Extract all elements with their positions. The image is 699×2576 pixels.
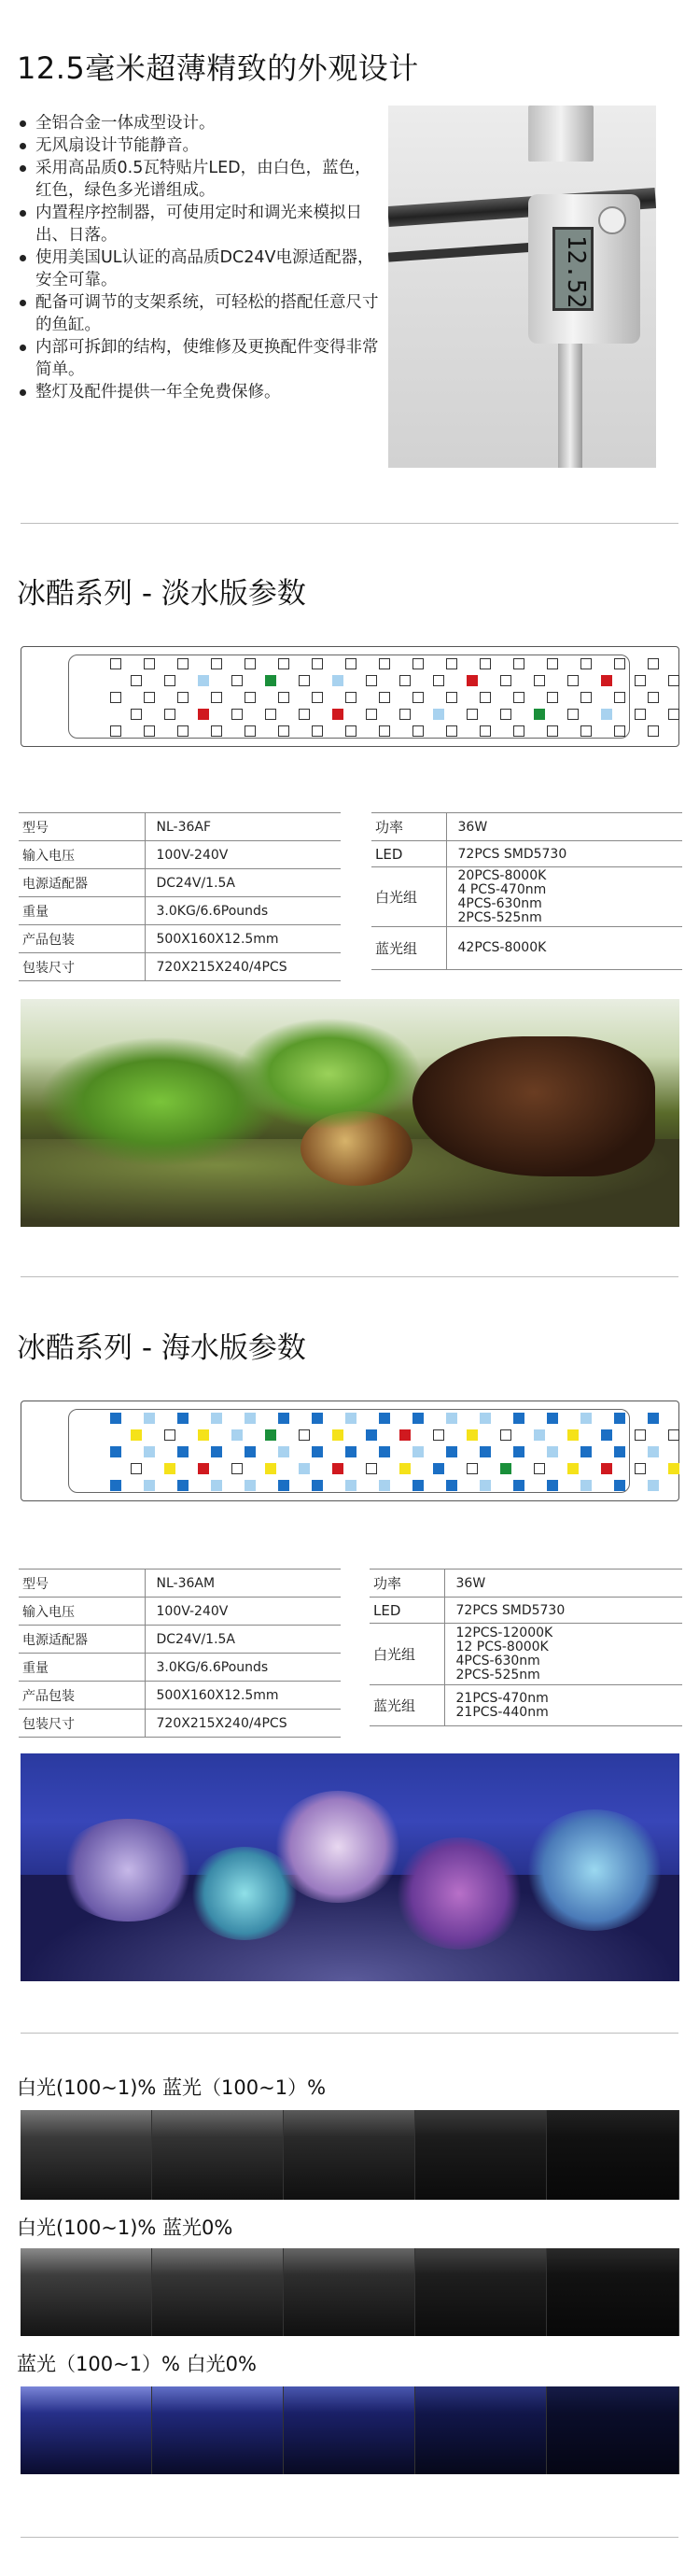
led-chip — [177, 1446, 189, 1457]
dim-panel — [284, 2110, 415, 2200]
led-chip — [399, 1463, 411, 1474]
spec-value: 100V-240V — [145, 1598, 341, 1626]
spec-value: 720X215X240/4PCS — [145, 1710, 341, 1738]
led-chip — [547, 692, 558, 703]
led-chip — [635, 1463, 646, 1474]
led-chip — [433, 1463, 444, 1474]
led-chip — [366, 709, 377, 720]
led-chip — [164, 1463, 175, 1474]
led-chip — [177, 1480, 189, 1491]
led-chip — [580, 692, 592, 703]
led-chip — [614, 725, 625, 737]
dim-panel — [152, 2110, 284, 2200]
spec-value: 3.0KG/6.6Pounds — [145, 897, 341, 925]
led-chip — [245, 1480, 256, 1491]
led-chip — [177, 692, 189, 703]
spec-key: 产品包装 — [19, 1682, 145, 1710]
led-chip — [110, 658, 121, 669]
divider — [21, 523, 678, 524]
led-chip — [110, 1480, 121, 1491]
spec-value: 500X160X12.5mm — [145, 925, 341, 953]
led-chip — [614, 658, 625, 669]
led-chip — [379, 1480, 390, 1491]
coral-image — [394, 1837, 524, 1950]
white-group-values — [444, 1624, 682, 1685]
spec-key: 型号 — [19, 1570, 145, 1598]
led-chip — [278, 725, 289, 737]
led-chip — [614, 692, 625, 703]
led-chip — [366, 1429, 377, 1441]
spec-row — [19, 1598, 341, 1626]
led-chip — [211, 1480, 222, 1491]
blue-group-label: 蓝光组 — [370, 1685, 444, 1726]
plant-image — [235, 1018, 422, 1130]
led-chip — [412, 725, 424, 737]
saltwater-reef-photo — [21, 1753, 679, 1981]
led-chip — [399, 709, 411, 720]
led-chip — [480, 692, 491, 703]
led-chip — [131, 1463, 142, 1474]
spec-value: DC24V/1.5A — [145, 1626, 341, 1654]
dim-panel — [415, 2386, 547, 2474]
led-chip — [312, 1446, 323, 1457]
section-title-design: 12.5毫米超薄精致的外观设计 — [17, 50, 419, 86]
led-chip — [433, 1429, 444, 1441]
spec-value: 3.0KG/6.6Pounds — [145, 1654, 341, 1682]
spec-value: 100V-240V — [145, 841, 341, 869]
bracket-image — [388, 242, 538, 261]
led-chip — [648, 725, 659, 737]
led-chip — [500, 675, 511, 686]
led-chip — [467, 1429, 478, 1441]
white-group-label: 白光组 — [370, 1624, 444, 1685]
led-chip — [513, 1480, 524, 1491]
spec-key: 输入电压 — [19, 1598, 145, 1626]
led-chip — [648, 1413, 659, 1424]
feature-item: 无风扇设计节能静音。 — [17, 134, 381, 157]
led-chip — [547, 658, 558, 669]
spec-key: 包装尺寸 — [19, 1710, 145, 1738]
led-chip — [668, 1429, 679, 1441]
led-chip — [198, 709, 209, 720]
spec-row — [19, 1682, 341, 1710]
led-chip — [345, 1480, 356, 1491]
led-chip — [480, 1480, 491, 1491]
led-chip — [567, 675, 579, 686]
led-chip — [412, 1446, 424, 1457]
spec-row — [19, 841, 341, 869]
led-label: LED — [370, 1598, 444, 1624]
led-chip — [278, 1480, 289, 1491]
coral-image — [524, 1809, 664, 1931]
dimming-label-blue: 蓝光（100~1）% 白光0% — [17, 2353, 257, 2375]
led-chip — [534, 1463, 545, 1474]
power-label: 功率 — [371, 813, 446, 841]
power-value: 36W — [444, 1570, 682, 1598]
led-chip — [131, 675, 142, 686]
feature-item: 使用美国UL认证的高品质DC24V电源适配器，安全可靠。 — [17, 246, 381, 291]
power-label: 功率 — [370, 1570, 444, 1598]
led-chip — [412, 658, 424, 669]
caliper-display — [552, 227, 594, 311]
led-chip — [379, 725, 390, 737]
led-chip — [345, 692, 356, 703]
spec-key: 输入电压 — [19, 841, 145, 869]
dim-panel — [152, 2386, 284, 2474]
led-chip — [231, 1429, 243, 1441]
led-chip — [567, 1463, 579, 1474]
led-chip — [211, 1446, 222, 1457]
spec-row — [19, 1570, 341, 1598]
white-value: 4PCS-630nm — [457, 895, 542, 911]
led-chip — [379, 1413, 390, 1424]
divider — [21, 2537, 678, 2538]
led-chip — [668, 1463, 679, 1474]
white-value: 12PCS-12000K — [455, 1625, 553, 1640]
led-chip — [299, 709, 310, 720]
led-chip — [144, 1446, 155, 1457]
led-chip — [513, 692, 524, 703]
led-chip — [580, 1480, 592, 1491]
saltwater-light-spec — [370, 1569, 682, 1726]
led-chip — [312, 725, 323, 737]
led-chip — [366, 675, 377, 686]
led-chip — [265, 675, 276, 686]
led-chip — [245, 658, 256, 669]
led-chip — [601, 709, 612, 720]
spec-row — [19, 953, 341, 981]
led-chip — [480, 725, 491, 737]
spec-row — [19, 925, 341, 953]
led-value: 72PCS SMD5730 — [444, 1598, 682, 1624]
led-chip — [379, 1446, 390, 1457]
led-chip — [245, 1446, 256, 1457]
spec-key: 重量 — [19, 897, 145, 925]
led-chip — [412, 1480, 424, 1491]
led-chip — [534, 1429, 545, 1441]
led-chip — [580, 725, 592, 737]
led-chip — [446, 658, 457, 669]
led-chip — [446, 1446, 457, 1457]
led-chip — [668, 709, 679, 720]
dim-panel — [21, 2248, 152, 2336]
led-chip — [580, 1446, 592, 1457]
led-chip — [513, 658, 524, 669]
spec-value: NL-36AF — [145, 813, 341, 841]
led-chip — [345, 1446, 356, 1457]
led-chip — [399, 675, 411, 686]
spec-key: 电源适配器 — [19, 1626, 145, 1654]
led-chip — [614, 1413, 625, 1424]
white-value: 2PCS-525nm — [455, 1667, 540, 1682]
white-value: 20PCS-8000K — [457, 867, 547, 883]
led-chip — [312, 1413, 323, 1424]
led-chip — [299, 1463, 310, 1474]
dim-panel — [547, 2386, 679, 2474]
led-chip — [480, 1446, 491, 1457]
led-value: 72PCS SMD5730 — [446, 841, 682, 867]
led-chip — [480, 658, 491, 669]
led-chip — [164, 675, 175, 686]
led-chip — [245, 1413, 256, 1424]
led-chip — [366, 1463, 377, 1474]
led-chip — [110, 1446, 121, 1457]
saltwater-spec-table — [19, 1569, 341, 1738]
led-chip — [547, 1413, 558, 1424]
led-chip — [446, 692, 457, 703]
spec-row — [19, 813, 341, 841]
led-chip — [648, 1480, 659, 1491]
caliper-photo — [388, 106, 656, 468]
spec-key: 型号 — [19, 813, 145, 841]
led-chip — [500, 1463, 511, 1474]
dimming-label-white: 白光(100~1)% 蓝光0% — [17, 2217, 233, 2239]
spec-key: 电源适配器 — [19, 869, 145, 897]
led-chip — [500, 709, 511, 720]
led-chip — [433, 709, 444, 720]
led-chip — [345, 1413, 356, 1424]
led-chip — [601, 1463, 612, 1474]
caliper-jaw — [528, 106, 594, 162]
led-chip — [467, 1463, 478, 1474]
led-chip — [379, 692, 390, 703]
led-chip — [332, 675, 343, 686]
spec-row — [19, 897, 341, 925]
led-chip — [164, 709, 175, 720]
led-chip — [211, 725, 222, 737]
divider — [21, 2033, 678, 2034]
dimming-strip-blue — [21, 2386, 679, 2474]
led-chip — [567, 1429, 579, 1441]
led-chip — [580, 658, 592, 669]
spec-value: NL-36AM — [145, 1570, 341, 1598]
led-chip — [164, 1429, 175, 1441]
white-value: 2PCS-525nm — [457, 909, 542, 925]
led-chip — [648, 692, 659, 703]
led-chip — [614, 1446, 625, 1457]
spec-value: 500X160X12.5mm — [145, 1682, 341, 1710]
feature-item: 配备可调节的支架系统，可轻松的搭配任意尺寸的鱼缸。 — [17, 291, 381, 336]
led-chip — [265, 1463, 276, 1474]
caliper-logo — [598, 206, 626, 234]
led-chip — [513, 1446, 524, 1457]
blue-group-label: 蓝光组 — [371, 927, 446, 970]
led-chip — [278, 692, 289, 703]
led-chip — [547, 1446, 558, 1457]
led-chip — [635, 1429, 646, 1441]
white-group-values — [446, 867, 682, 927]
led-chip — [446, 1480, 457, 1491]
freshwater-spec-table — [19, 812, 341, 981]
dimming-label-mixed: 白光(100~1)% 蓝光（100~1）% — [17, 2076, 327, 2099]
led-chip — [446, 725, 457, 737]
led-chip — [144, 1480, 155, 1491]
dim-panel — [21, 2110, 152, 2200]
led-chip — [547, 1480, 558, 1491]
led-chip — [648, 1446, 659, 1457]
led-chip — [446, 1413, 457, 1424]
led-chip — [547, 725, 558, 737]
white-value: 4 PCS-470nm — [457, 881, 547, 897]
led-chip — [312, 692, 323, 703]
white-value: 12 PCS-8000K — [455, 1639, 549, 1654]
feature-item: 采用高品质0.5瓦特贴片LED，由白色，蓝色，红色，绿色多光谱组成。 — [17, 157, 381, 202]
white-value: 4PCS-630nm — [455, 1653, 540, 1668]
led-chip — [265, 1429, 276, 1441]
dimming-strip-mixed — [21, 2110, 679, 2200]
led-chip — [198, 1429, 209, 1441]
dim-panel — [415, 2110, 547, 2200]
led-chip — [110, 692, 121, 703]
spec-row — [19, 869, 341, 897]
led-chip — [601, 1429, 612, 1441]
led-chip — [668, 675, 679, 686]
freshwater-led-diagram — [21, 646, 679, 747]
led-chip — [144, 1413, 155, 1424]
led-chip — [211, 658, 222, 669]
led-chip — [231, 675, 243, 686]
dim-panel — [284, 2386, 415, 2474]
feature-item: 全铝合金一体成型设计。 — [17, 112, 381, 134]
led-chip — [245, 725, 256, 737]
feature-item: 内部可拆卸的结构，使维修及更换配件变得非常简单。 — [17, 336, 381, 381]
spec-row — [19, 1710, 341, 1738]
led-chip — [177, 1413, 189, 1424]
led-chip — [345, 725, 356, 737]
feature-item: 内置程序控制器，可使用定时和调光来模拟日出、日落。 — [17, 202, 381, 246]
led-chip — [144, 692, 155, 703]
led-chip — [177, 658, 189, 669]
freshwater-light-spec — [371, 812, 682, 970]
blue-group-values — [446, 927, 682, 970]
freshwater-aquarium-photo — [21, 999, 679, 1227]
led-chip — [635, 709, 646, 720]
dim-panel — [547, 2110, 679, 2200]
led-chip — [299, 1429, 310, 1441]
white-group-label: 白光组 — [371, 867, 446, 927]
led-chip — [312, 1480, 323, 1491]
spec-key: 产品包装 — [19, 925, 145, 953]
led-chip — [580, 1413, 592, 1424]
led-chip — [567, 709, 579, 720]
led-chip — [513, 1413, 524, 1424]
led-chip — [534, 675, 545, 686]
led-chip — [231, 1463, 243, 1474]
freshwater-title: 冰酷系列 - 淡水版参数 — [17, 577, 306, 611]
coral-image — [273, 1791, 403, 1903]
led-chip — [399, 1429, 411, 1441]
led-chip — [299, 675, 310, 686]
led-chip — [211, 692, 222, 703]
led-chip — [265, 709, 276, 720]
dim-panel — [415, 2248, 547, 2336]
led-chip — [500, 1429, 511, 1441]
led-chip — [177, 725, 189, 737]
led-chip — [198, 675, 209, 686]
led-label: LED — [371, 841, 446, 867]
dim-panel — [21, 2386, 152, 2474]
divider — [21, 1276, 678, 1277]
dimming-strip-white — [21, 2248, 679, 2336]
blue-value: 21PCS-440nm — [455, 1704, 549, 1720]
led-chip — [433, 675, 444, 686]
spec-row — [19, 1654, 341, 1682]
led-chip — [332, 709, 343, 720]
led-chip — [131, 709, 142, 720]
led-chip — [211, 1413, 222, 1424]
power-value: 36W — [446, 813, 682, 841]
led-chip — [513, 725, 524, 737]
led-chip — [648, 658, 659, 669]
dim-panel — [547, 2248, 679, 2336]
led-chip — [614, 1480, 625, 1491]
led-chip — [480, 1413, 491, 1424]
led-chip — [467, 709, 478, 720]
led-chip — [312, 658, 323, 669]
spec-key: 重量 — [19, 1654, 145, 1682]
spec-key: 包装尺寸 — [19, 953, 145, 981]
saltwater-title: 冰酷系列 - 海水版参数 — [17, 1331, 306, 1365]
led-chip — [601, 675, 612, 686]
led-chip — [379, 658, 390, 669]
led-chip — [534, 709, 545, 720]
led-chip — [144, 658, 155, 669]
led-chip — [144, 725, 155, 737]
spec-row — [19, 1626, 341, 1654]
led-chip — [198, 1463, 209, 1474]
saltwater-led-diagram — [21, 1401, 679, 1501]
dim-panel — [152, 2248, 284, 2336]
coral-image — [58, 1819, 198, 1921]
led-chip — [278, 658, 289, 669]
blue-value: 21PCS-470nm — [455, 1690, 549, 1706]
led-chip — [467, 675, 478, 686]
led-chip — [412, 1413, 424, 1424]
led-chip — [110, 1413, 121, 1424]
led-chip — [332, 1429, 343, 1441]
blue-value: 42PCS-8000K — [457, 940, 547, 955]
caliper-reading: 12.52 — [562, 234, 590, 309]
spec-value: 720X215X240/4PCS — [145, 953, 341, 981]
led-chip — [278, 1446, 289, 1457]
led-chip — [278, 1413, 289, 1424]
led-chip — [332, 1463, 343, 1474]
led-chip — [110, 725, 121, 737]
blue-group-values — [444, 1685, 682, 1726]
led-chip — [131, 1429, 142, 1441]
spec-value: DC24V/1.5A — [145, 869, 341, 897]
feature-item: 整灯及配件提供一年全免费保修。 — [17, 381, 381, 403]
caliper-rule — [558, 344, 582, 468]
led-chip — [412, 692, 424, 703]
feature-list — [17, 112, 381, 403]
dim-panel — [284, 2248, 415, 2336]
led-chip — [245, 692, 256, 703]
led-chip — [635, 675, 646, 686]
led-chip — [231, 709, 243, 720]
led-chip — [345, 658, 356, 669]
